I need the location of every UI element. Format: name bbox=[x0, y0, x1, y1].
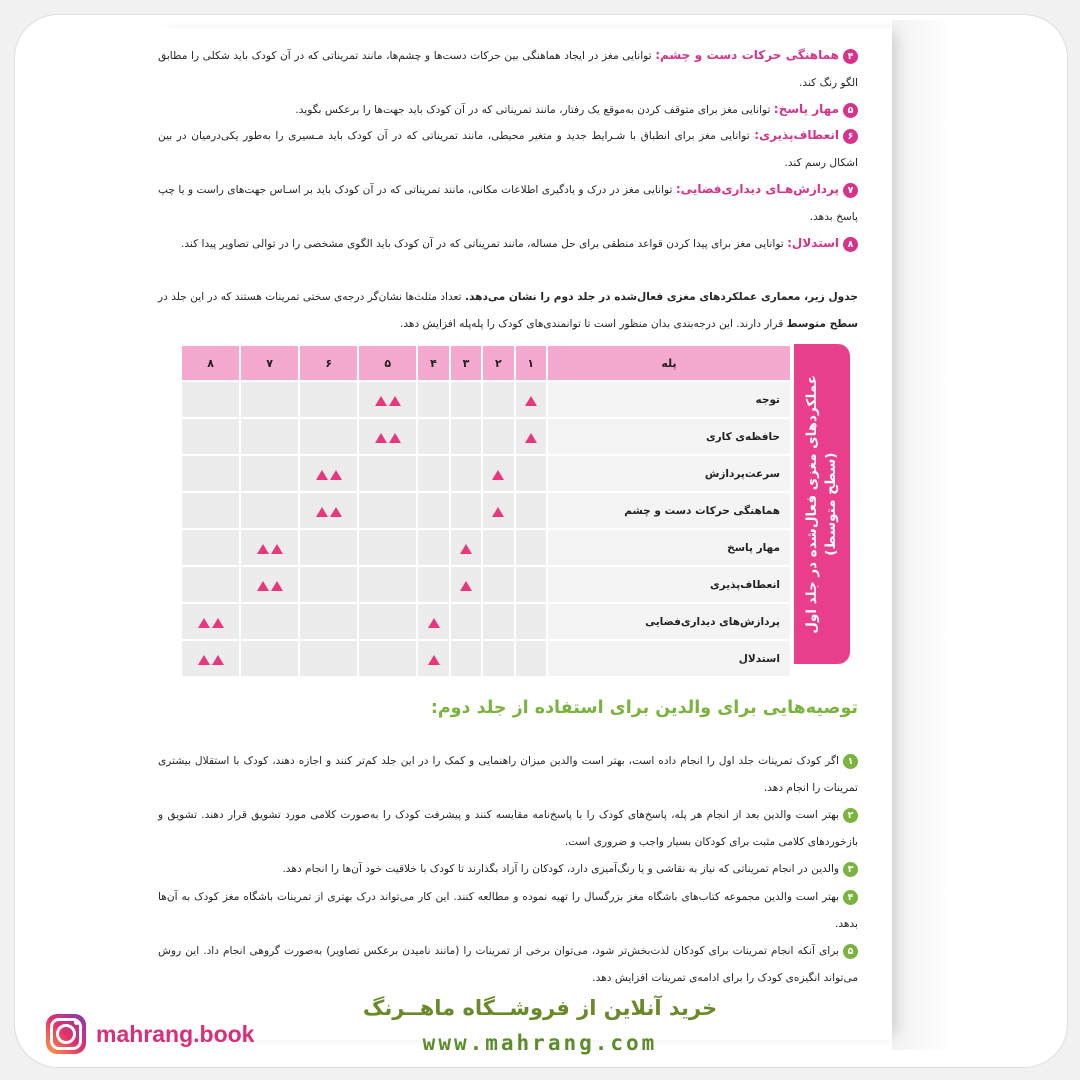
header-col-1: ۱ bbox=[516, 346, 546, 380]
table-cell bbox=[516, 567, 546, 602]
number-badge: ۱ bbox=[843, 754, 858, 769]
table-cell bbox=[418, 604, 448, 639]
recommend-heading: توصیه‌هایی برای والدین برای استفاده از جلد دوم: bbox=[430, 698, 858, 718]
triangle-icon bbox=[330, 507, 342, 517]
triangle-icon bbox=[492, 507, 504, 517]
item-text: توانایی مغز برای پیدا کردن قواعد منطقی برای حل مساله، مانند تمریناتی که در آن کودک باید الگوی مشخصی را در توالی تصاویر پیدا کند. bbox=[180, 238, 788, 250]
table-cell bbox=[300, 641, 357, 676]
table-cell bbox=[241, 530, 298, 565]
triangle-icon bbox=[375, 396, 387, 406]
table-cell bbox=[483, 567, 513, 602]
item-4 bbox=[158, 42, 858, 97]
table-cell bbox=[451, 456, 481, 491]
table-cell bbox=[516, 641, 546, 676]
table-cell bbox=[359, 604, 416, 639]
recommend-text: اگر کودک تمرینات جلد اول را انجام داده است، بهتر است والدین میزان راهنمایی و کمک را در این جلد کم‌تر کنند و اجازه دهند، کودک با استقلال بیشتری تمرینات را انجام دهد. bbox=[158, 755, 858, 794]
item-term: هماهنگی حرکات دست و چشم: bbox=[655, 48, 840, 62]
table-cell bbox=[241, 456, 298, 491]
row-label: مهار پاسخ bbox=[548, 530, 790, 565]
table-cell bbox=[359, 456, 416, 491]
table-intro bbox=[158, 284, 858, 338]
header-col-2: ۲ bbox=[483, 346, 513, 380]
triangle-icon bbox=[271, 581, 283, 591]
table-cell bbox=[300, 419, 357, 454]
triangle-icon bbox=[198, 618, 210, 628]
recommend-4 bbox=[158, 884, 858, 938]
table-cell bbox=[516, 530, 546, 565]
table-cell bbox=[418, 419, 448, 454]
table-cell bbox=[483, 530, 513, 565]
instagram-icon bbox=[46, 1014, 86, 1054]
table-cell bbox=[182, 456, 239, 491]
table-intro-level: سطح متوسط bbox=[786, 318, 858, 330]
table-body bbox=[182, 382, 790, 676]
row-label: حافظه‌ی کاری bbox=[548, 419, 790, 454]
book-page bbox=[150, 28, 892, 1040]
table-row bbox=[182, 382, 790, 417]
table-intro-text-2: قرار دارند. این درجه‌بندی بدان منظور است تا توانمندی‌های کودک را پله‌پله افزایش دهد. bbox=[399, 318, 787, 330]
table-cell bbox=[359, 641, 416, 676]
item-term: استدلال: bbox=[787, 236, 839, 250]
table-row bbox=[182, 604, 790, 639]
table-cell bbox=[418, 530, 448, 565]
triangle-icon bbox=[492, 470, 504, 480]
table-cell bbox=[483, 456, 513, 491]
item-text: توانایی مغز در درک و یادگیری اطلاعات مکانی، مانند تمریناتی که در آن کودک باید بر اسـاس جهت‌های راست و یا چپ پاسخ بدهد. bbox=[158, 184, 858, 223]
table-cell bbox=[241, 382, 298, 417]
item-text: توانایی مغز در ایجاد هماهنگی بین حرکات دست‌ها و چشم‌ها، مانند تمریناتی که در آن کودک باید شکلی را مطابق الگو رنگ کند. bbox=[158, 50, 858, 89]
table-cell bbox=[516, 604, 546, 639]
table-cell bbox=[418, 456, 448, 491]
table-cell bbox=[182, 641, 239, 676]
row-label: هماهنگی حرکات دست و چشم bbox=[548, 493, 790, 528]
row-label: پردازش‌های دیداری‌فضایی bbox=[548, 604, 790, 639]
table-cell bbox=[516, 493, 546, 528]
triangle-icon bbox=[460, 544, 472, 554]
page-edge-shadow bbox=[892, 20, 952, 1050]
number-badge: ۳ bbox=[843, 862, 858, 877]
triangle-icon bbox=[257, 581, 269, 591]
triangle-icon bbox=[316, 507, 328, 517]
table-cell bbox=[451, 641, 481, 676]
table-cell bbox=[182, 419, 239, 454]
triangle-icon bbox=[198, 655, 210, 665]
triangle-icon bbox=[389, 433, 401, 443]
triangle-icon bbox=[525, 433, 537, 443]
table-cell bbox=[359, 530, 416, 565]
item-text: توانایی مغز برای متوقف کردن به‌موقع یک رفتار، مانند تمریناتی که در آن کودک باید جهت‌ها را برعکس بگوید. bbox=[295, 104, 774, 116]
instagram-handle[interactable] bbox=[46, 1014, 254, 1054]
recommend-text: بهتر است والدین مجموعه کتاب‌های باشگاه مغز بزرگسال را تهیه نموده و مطالعه کنند. این کار می‌تواند درک بهتری از تمرینات باشگاه مغز کودک به آن‌ها بدهد. bbox=[158, 891, 858, 930]
item-5 bbox=[158, 96, 858, 124]
table-row bbox=[182, 530, 790, 565]
footer-website-link[interactable]: www.mahrang.com bbox=[422, 1031, 658, 1055]
table-row bbox=[182, 419, 790, 454]
table-cell bbox=[418, 493, 448, 528]
item-8 bbox=[158, 230, 858, 258]
recommend-text: برای آنکه انجام تمرینات برای کودکان لذت‌بخش‌تر شود، می‌توان برخی از تمرینات را (مانند نامیدن برعکس تصاویر) به‌صورت گروهی انجام داد. این روش می‌تواند انگیزه‌ی کودک را برای ادامه‌ی تمرینات افزایش دهد. bbox=[158, 945, 858, 984]
triangle-icon bbox=[428, 655, 440, 665]
row-label: انعطاف‌پذیری bbox=[548, 567, 790, 602]
recommend-2 bbox=[158, 802, 858, 856]
table-cell bbox=[451, 382, 481, 417]
footer-store-text: خرید آنلاین از فروشــگاه ماهــرنگ bbox=[362, 996, 718, 1020]
table-header-row bbox=[182, 346, 790, 380]
triangle-icon bbox=[428, 618, 440, 628]
item-term: پردازش‌هـای دیداری‌فضایی: bbox=[675, 182, 839, 196]
table-grid bbox=[180, 344, 792, 678]
recommend-3 bbox=[158, 856, 858, 883]
table-cell bbox=[182, 382, 239, 417]
number-badge: ۴ bbox=[843, 890, 858, 905]
table-row bbox=[182, 456, 790, 491]
table-cell bbox=[483, 641, 513, 676]
table-cell bbox=[359, 493, 416, 528]
table-cell bbox=[182, 567, 239, 602]
table-cell bbox=[300, 493, 357, 528]
recommend-5 bbox=[158, 938, 858, 992]
table-cell bbox=[241, 604, 298, 639]
item-6 bbox=[158, 122, 858, 177]
table-cell bbox=[451, 567, 481, 602]
table-cell bbox=[300, 604, 357, 639]
number-badge: ۷ bbox=[843, 183, 858, 198]
table-cell bbox=[241, 641, 298, 676]
table-cell bbox=[418, 567, 448, 602]
side-title-line-1: عملکردهای مغزی فعال‌شده در جلد اول bbox=[804, 374, 820, 634]
side-title-line-2: (سطح متوسط) bbox=[823, 452, 839, 556]
header-col-4: ۴ bbox=[418, 346, 448, 380]
table-cell bbox=[300, 567, 357, 602]
functions-table bbox=[180, 344, 850, 664]
table-side-title bbox=[794, 344, 850, 664]
recommend-text: بهتر است والدین بعد از انجام هر پله، پاسخ‌های کودک را با پاسخ‌نامه مقایسه کنند و پیشرفت کودک را به‌صورت کلامی مورد تشویق قرار دهند. تشویق و بازخوردهای کلامی مثبت برای کودکان بسیار واجب و ضروری است. bbox=[158, 809, 858, 848]
table-cell bbox=[483, 493, 513, 528]
triangle-icon bbox=[460, 581, 472, 591]
number-badge: ۶ bbox=[843, 129, 858, 144]
table-cell bbox=[516, 419, 546, 454]
header-col-5: ۵ bbox=[359, 346, 416, 380]
table-cell bbox=[516, 382, 546, 417]
table-cell bbox=[451, 604, 481, 639]
item-term: انعطاف‌پذیری: bbox=[754, 128, 839, 142]
header-step: پله bbox=[548, 346, 790, 380]
table-cell bbox=[418, 382, 448, 417]
table-cell bbox=[241, 493, 298, 528]
table-cell bbox=[359, 567, 416, 602]
table-cell bbox=[241, 419, 298, 454]
item-term: مهار پاسخ: bbox=[773, 102, 839, 116]
number-badge: ۵ bbox=[843, 103, 858, 118]
row-label: توجه bbox=[548, 382, 790, 417]
triangle-icon bbox=[389, 396, 401, 406]
table-cell bbox=[300, 382, 357, 417]
triangle-icon bbox=[212, 655, 224, 665]
table-cell bbox=[300, 530, 357, 565]
header-col-8: ۸ bbox=[182, 346, 239, 380]
table-cell bbox=[182, 604, 239, 639]
triangle-icon bbox=[257, 544, 269, 554]
table-row bbox=[182, 641, 790, 676]
table-cell bbox=[182, 530, 239, 565]
table-cell bbox=[359, 419, 416, 454]
table-intro-text: تعداد مثلث‌ها نشان‌گر درجه‌ی سختی تمرینات هستند که در این جلد در bbox=[158, 291, 465, 303]
item-text: توانایی مغز برای انطباق با شـرایط جدید و متغیر محیطی، مانند تمریناتی که در آن کودک باید مـسیری را به‌طور یکی‌درمیان در بین اشکال رسم کند. bbox=[158, 130, 858, 169]
table-cell bbox=[483, 419, 513, 454]
table-cell bbox=[241, 567, 298, 602]
header-col-3: ۳ bbox=[451, 346, 481, 380]
triangle-icon bbox=[375, 433, 387, 443]
number-badge: ۵ bbox=[843, 944, 858, 959]
table-intro-lead: جدول زیر، معماری عملکردهای مغزی فعال‌شده در جلد دوم را نشان می‌دهد. bbox=[464, 291, 858, 303]
table-cell bbox=[451, 493, 481, 528]
item-7 bbox=[158, 176, 858, 231]
triangle-icon bbox=[271, 544, 283, 554]
row-label: سرعت‌پردازش bbox=[548, 456, 790, 491]
number-badge: ۴ bbox=[843, 49, 858, 64]
table-cell bbox=[451, 530, 481, 565]
brand-name: mahrang.book bbox=[96, 1020, 255, 1047]
table-cell bbox=[418, 641, 448, 676]
recommend-1 bbox=[158, 748, 858, 802]
table-cell bbox=[300, 456, 357, 491]
number-badge: ۲ bbox=[843, 808, 858, 823]
table-cell bbox=[451, 419, 481, 454]
table-cell bbox=[483, 604, 513, 639]
table-row bbox=[182, 567, 790, 602]
table-cell bbox=[516, 456, 546, 491]
triangle-icon bbox=[212, 618, 224, 628]
table-cell bbox=[483, 382, 513, 417]
number-badge: ۸ bbox=[843, 237, 858, 252]
row-label: استدلال bbox=[548, 641, 790, 676]
header-col-6: ۶ bbox=[300, 346, 357, 380]
table-cell bbox=[182, 493, 239, 528]
triangle-icon bbox=[316, 470, 328, 480]
triangle-icon bbox=[525, 396, 537, 406]
table-cell bbox=[359, 382, 416, 417]
triangle-icon bbox=[330, 470, 342, 480]
table-row bbox=[182, 493, 790, 528]
recommend-text: والدین در انجام تمریناتی که نیاز به نقاشی و یا رنگ‌آمیزی دارد، کودکان را آزاد بگذارند تا کودک با خلاقیت خود آن‌ها را انجام دهد. bbox=[282, 863, 839, 875]
header-col-7: ۷ bbox=[241, 346, 298, 380]
